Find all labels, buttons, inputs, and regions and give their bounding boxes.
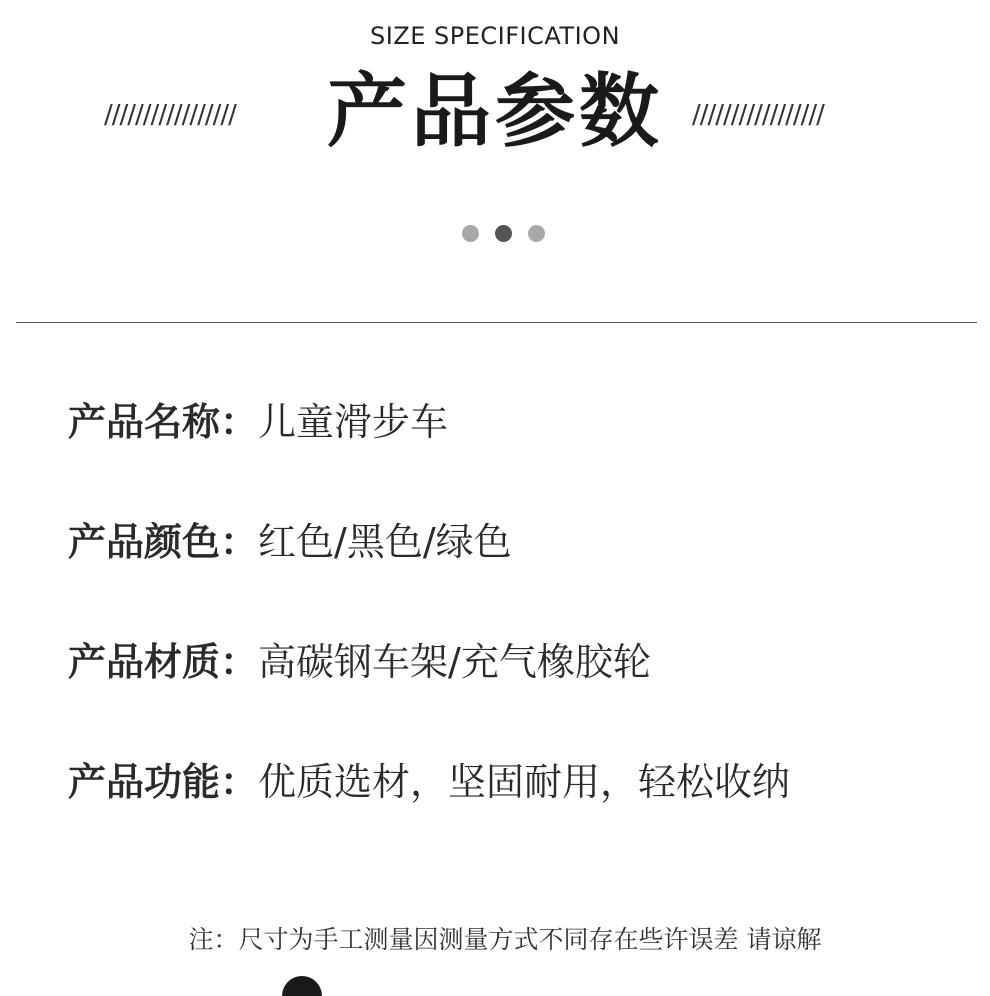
spec-row-function <box>68 758 790 806</box>
page-title: 产品参数 <box>327 65 663 158</box>
spec-value: 优质选材，坚固耐用，轻松收纳 <box>258 760 791 804</box>
spec-value: 高碳钢车架/充气橡胶轮 <box>258 640 651 684</box>
spec-value: 儿童滑步车 <box>258 400 449 444</box>
section-divider <box>16 322 977 323</box>
spec-label: 产品材质： <box>68 640 259 684</box>
spec-label: 产品功能： <box>68 760 259 804</box>
pagination-dot <box>528 225 545 242</box>
pagination-dot-active <box>495 225 512 242</box>
section-subtitle: SIZE SPECIFICATION <box>369 22 621 50</box>
measurement-note: 注：尺寸为手工测量因测量方式不同存在些许误差 请谅解 <box>188 925 822 954</box>
decorative-slashes-right: ///////////////// <box>692 100 824 130</box>
spec-row-color <box>68 518 512 566</box>
decorative-slashes-left: ///////////////// <box>104 100 236 130</box>
spec-row-name <box>68 398 448 446</box>
spec-label: 产品颜色： <box>68 520 259 564</box>
spec-label: 产品名称： <box>68 400 259 444</box>
pagination-dots <box>462 225 545 242</box>
title-row <box>0 62 990 162</box>
spec-row-material <box>68 638 651 686</box>
decorative-shape <box>282 976 322 996</box>
pagination-dot <box>462 225 479 242</box>
spec-value: 红色/黑色/绿色 <box>258 520 512 564</box>
